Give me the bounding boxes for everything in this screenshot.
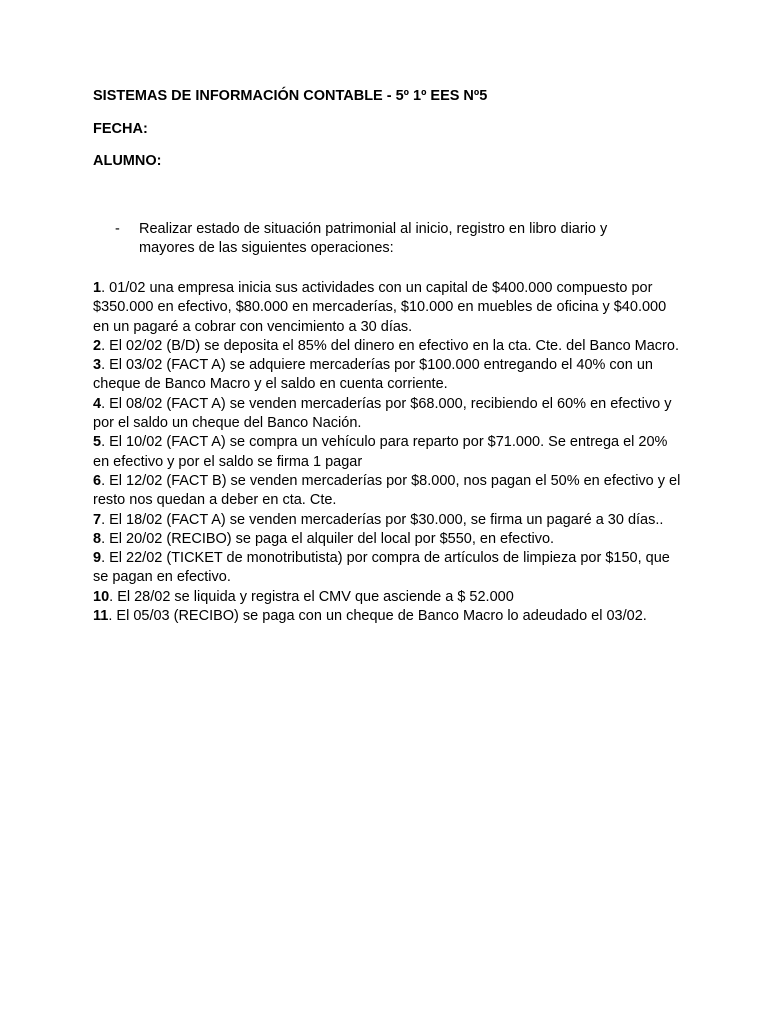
operation-text: . El 05/03 (RECIBO) se paga con un cheque de Banco Macro lo adeudado el 03/02. [108,608,647,625]
alumno-label: ALUMNO: [93,153,162,169]
operation-item [93,337,683,356]
operation-text: . El 02/02 (B/D) se deposita el 85% del dinero en efectivo en la cta. Cte. del Banco Macro. [101,337,679,354]
operation-text: . El 12/02 (FACT B) se venden mercaderías por $8.000, nos pagan el 50% en efectivo y el resto nos quedan a deber en cta. Cte. [93,472,681,509]
operation-number: 7 [93,511,102,528]
document-page [93,86,683,626]
operation-number: 8 [93,530,102,547]
operation-text: . El 28/02 se liquida y registra el CMV que asciende a $ 52.000 [109,588,514,605]
operation-number: 3 [93,357,102,374]
fecha-label: FECHA: [93,121,148,137]
operation-number: 2 [93,337,102,354]
operation-number: 4 [93,395,102,412]
instruction-text: Realizar estado de situación patrimonial al inicio, registro en libro diario y mayores de las siguientes operaciones: [139,221,608,256]
operation-number: 1 [93,280,102,296]
operation-item [93,607,683,626]
operation-text: . El 18/02 (FACT A) se venden mercaderías por $30.000, se firma un pagaré a 30 días.. [101,511,664,528]
bullet-marker: - [115,221,120,237]
operation-text: . El 03/02 (FACT A) se adquiere mercaderías por $100.000 entregando el 40% con un cheque de Banco Macro y el saldo en cuenta corriente. [93,357,653,393]
operation-item [93,395,683,434]
operations-list [93,279,683,626]
operation-text: . El 10/02 (FACT A) se compra un vehículo para reparto por $71.000. Se entrega el 20% en efectivo y por el saldo se firma 1 pagar [93,434,668,470]
document-title: SISTEMAS DE INFORMACIÓN CONTABLE - 5º 1º EES Nº5 [93,88,488,104]
operation-text: . El 08/02 (FACT A) se venden mercaderías por $68.000, recibiendo el 60% en efectivo y por el saldo un cheque del Banco Nación. [93,395,672,432]
operation-text: . 01/02 una empresa inicia sus actividades con un capital de $400.000 compuesto por $350.000 en efectivo, $80.000 en mercaderías, $10.000 en muebles de oficina y $40.000 en un pagaré a cobrar con vencimiento a 30 días. [93,280,667,335]
operation-item [93,472,683,511]
operation-number: 11 [93,608,109,625]
operation-number: 10 [93,588,110,605]
operation-item [93,511,683,530]
operation-text: . El 20/02 (RECIBO) se paga el alquiler del local por $550, en efectivo. [101,530,555,547]
operation-item [93,530,683,549]
operation-item [93,356,683,395]
operation-number: 6 [93,472,102,489]
instruction-bullet [115,220,683,258]
operation-number: 5 [93,434,102,451]
operation-number: 9 [93,550,102,567]
operation-item [93,549,683,588]
operation-item [93,433,683,472]
operation-item [93,588,683,607]
operation-item [93,279,683,337]
operation-text: . El 22/02 (TICKET de monotributista) por compra de artículos de limpieza por $150, que se pagan en efectivo. [93,550,670,586]
